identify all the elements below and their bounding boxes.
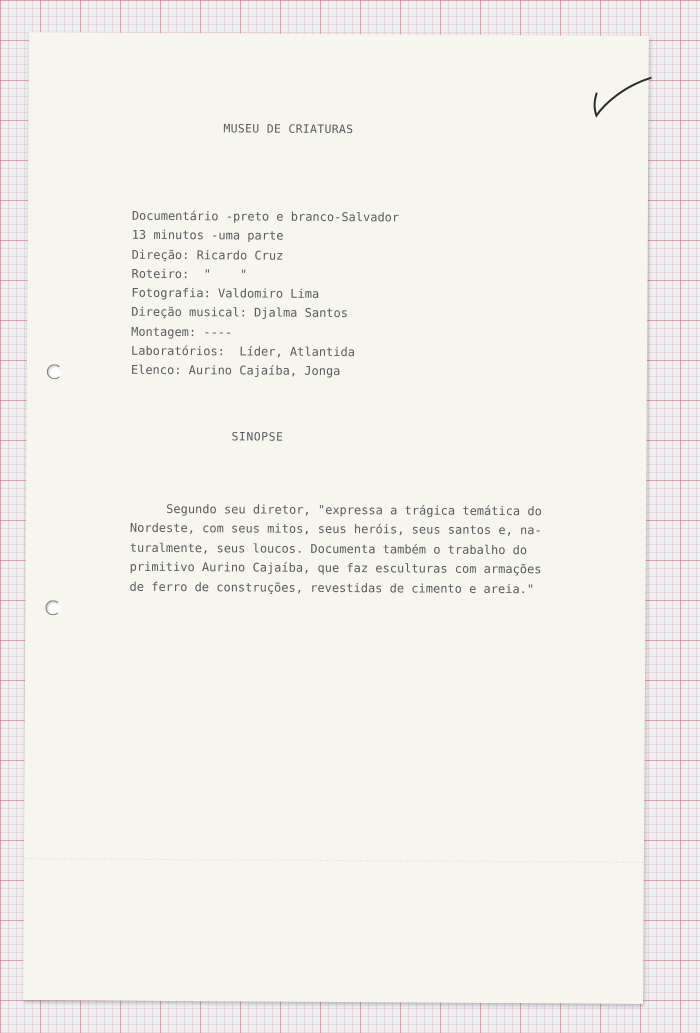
credit-line: Direção musical: Djalma Santos (131, 305, 349, 321)
typewritten-page (23, 32, 649, 1004)
credit-line: Laboratórios: Líder, Atlantida (130, 343, 356, 360)
credits-list (131, 207, 399, 382)
credit-line: Fotografia: Valdomiro Lima (131, 285, 320, 302)
credit-line: Documentário -preto e branco-Salvador (131, 208, 400, 225)
punch-hole (47, 364, 62, 379)
synopsis-line: Segundo seu diretor, "expressa a trágica temática do (130, 501, 542, 519)
synopsis-line: de ferro de construções, revestidas de cimento e areia." (129, 579, 535, 596)
document-title: MUSEU DE CRIATURAS (223, 121, 354, 137)
credit-line: Elenco: Aurino Cajaíba, Jonga (130, 363, 341, 379)
paper-fold (24, 858, 644, 863)
synopsis-paragraph (130, 500, 542, 600)
punch-hole (45, 600, 60, 615)
synopsis-line: Nordeste, com seus mitos, seus heróis, seus santos e, na- (129, 521, 542, 538)
synopsis-heading: SINOPSE (231, 429, 284, 444)
handwritten-check-icon (590, 72, 656, 118)
credit-line: Roteiro: " " (131, 266, 248, 282)
credit-line: 13 minutos -uma parte (131, 228, 284, 243)
synopsis-line: turalmente, seus loucos. Documenta também o trabalho do (129, 540, 528, 557)
synopsis-line: primitivo Aurino Cajaíba, que faz esculturas com armações (129, 559, 542, 577)
credit-line: Montagem: ---- (131, 324, 233, 340)
credit-line: Direção: Ricardo Cruz (131, 247, 284, 263)
